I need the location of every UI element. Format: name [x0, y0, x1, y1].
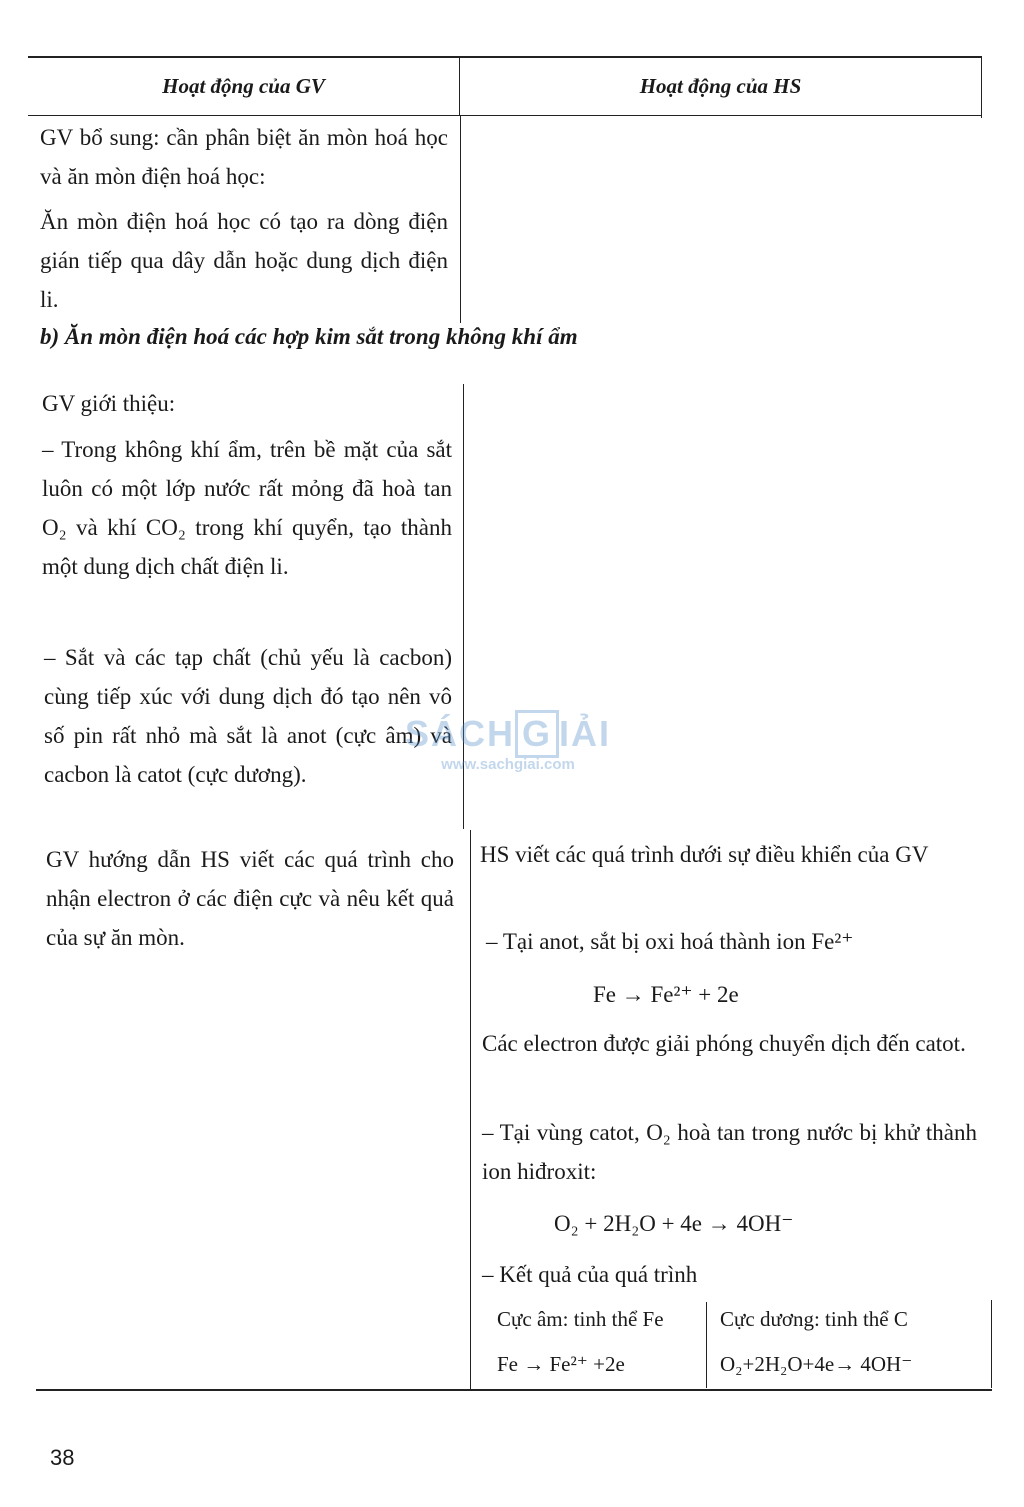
gv-supplement-2: Ăn mòn điện hoá học có tạo ra dòng điện gián tiếp qua dây dẫn hoặc dung dịch điện li.: [40, 209, 448, 312]
table-right-border-bottom: [991, 1300, 992, 1388]
watermark-logo-right: IẢI: [559, 713, 612, 754]
subtable-right-title: Cực dương: tinh thể C: [720, 1307, 908, 1331]
table-bottom-border: [36, 1389, 992, 1391]
watermark-url: www.sachgiai.com: [441, 756, 575, 773]
column-divider-top: [460, 115, 461, 323]
header-hs: Hoạt động của HS: [639, 73, 802, 98]
column-divider-hs: [470, 830, 471, 1390]
subtable-right-equation: O₂+2H₂O+4e→ 4OH⁻: [720, 1352, 913, 1376]
watermark-logo-box: G: [515, 710, 559, 758]
header-gv: Hoạt động của GV: [162, 73, 325, 98]
subtable-left-title: Cực âm: tinh thể Fe: [497, 1307, 664, 1331]
watermark-logo-left: SÁCH: [404, 713, 515, 754]
gv-point-2: – Sắt và các tạp chất (chủ yếu là cacbon) cùng tiếp xúc với dung dịch đó tạo nên vô số pin rất nhỏ mà sắt là anot (cực âm) và cacbon là catot (cực dương).: [44, 645, 452, 787]
gv-intro: GV giới thiệu:: [42, 391, 176, 416]
hs-cathode-equation: O₂ + 2H₂O + 4e → 4OH⁻: [554, 1211, 794, 1236]
page-number: 38: [50, 1445, 75, 1470]
header-bottom-border: [28, 115, 982, 116]
hs-result: – Kết quả của quá trình: [482, 1262, 698, 1287]
gv-point-1: – Trong không khí ẩm, trên bề mặt của sắt luôn có một lớp nước rất mỏng đã hoà tan O₂ và khí CO₂ trong khí quyển, tạo thành một dung dịch chất điện li.: [42, 437, 452, 579]
subtable-divider: [706, 1302, 707, 1388]
gv-guide: GV hướng dẫn HS viết các quá trình cho nhận electron ở các điện cực và nêu kết quả của sự ăn mòn.: [46, 847, 454, 950]
hs-anode-text: – Tại anot, sắt bị oxi hoá thành ion Fe²⁺: [486, 929, 854, 954]
hs-intro: HS viết các quá trình dưới sự điều khiển của GV: [480, 842, 929, 867]
hs-electrons: Các electron được giải phóng chuyển dịch đến catot.: [482, 1031, 966, 1056]
section-title: b) Ăn mòn điện hoá các hợp kim sắt trong không khí ẩm: [40, 324, 578, 349]
gv-supplement-1: GV bổ sung: cần phân biệt ăn mòn hoá học và ăn mòn điện hoá học:: [40, 125, 448, 189]
subtable-left-equation: Fe → Fe²⁺ +2e: [497, 1352, 625, 1376]
column-divider-bottom: [463, 384, 464, 829]
hs-anode-equation: Fe → Fe²⁺ + 2e: [593, 982, 739, 1007]
hs-cathode-text: – Tại vùng catot, O₂ hoà tan trong nước bị khử thành ion hiđroxit:: [482, 1120, 977, 1184]
table-right-border: [981, 56, 982, 118]
